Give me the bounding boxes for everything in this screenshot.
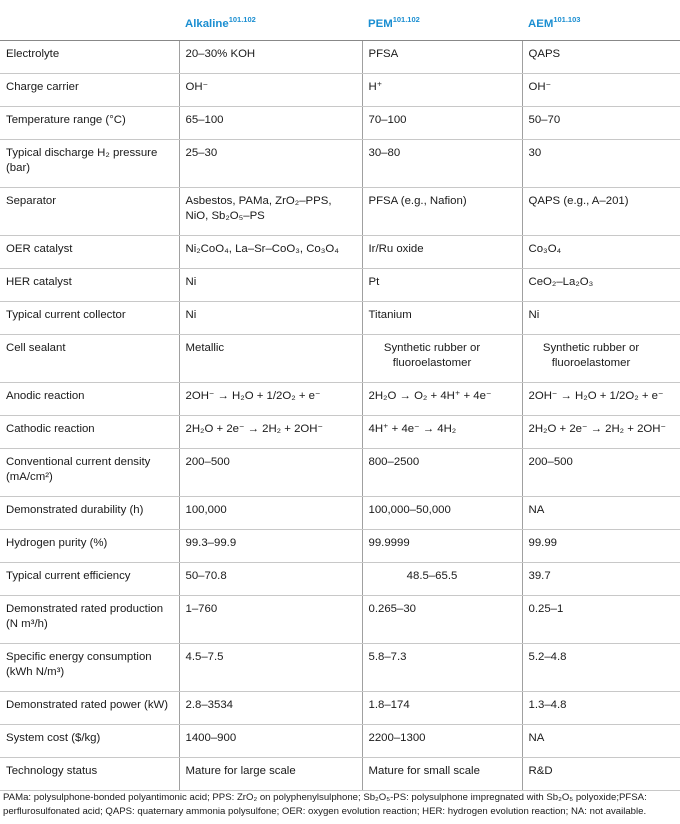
cell-value: 50–70.8	[185, 570, 227, 582]
aem-cell	[522, 596, 680, 644]
row-label-text: HER catalyst	[6, 276, 72, 288]
cell-value: 99.99	[528, 537, 558, 549]
cell-value: QAPS	[528, 48, 561, 60]
pem-cell	[362, 530, 522, 563]
pem-cell	[362, 269, 522, 302]
aem-cell	[522, 236, 680, 269]
row-label-text: Typical current collector	[6, 309, 126, 321]
cell-value: PFSA (e.g., Nafion)	[368, 195, 467, 207]
cell-value: Titanium	[368, 309, 412, 321]
cell-value: 4H⁺ + 4e⁻ → 4H₂	[368, 423, 457, 435]
aem-cell	[522, 41, 680, 74]
cell-value: 800–2500	[368, 456, 420, 468]
row-label-text: Hydrogen purity (%)	[6, 537, 108, 549]
alkaline-cell	[179, 596, 362, 644]
row-label	[0, 383, 179, 416]
alkaline-cell	[179, 74, 362, 107]
cell-value: 100,000	[185, 504, 227, 516]
cell-value: 2OH⁻ → H₂O + 1/2O₂ + e⁻	[185, 390, 321, 402]
row-label	[0, 236, 179, 269]
table-row	[0, 758, 680, 791]
aem-cell	[522, 758, 680, 791]
cell-value: 25–30	[185, 147, 218, 159]
cell-value: 5.8–7.3	[368, 651, 407, 663]
cell-value: Asbestos, PAMa, ZrO₂–PPS, NiO, Sb₂O₅–PS	[185, 195, 332, 222]
aem-cell	[522, 644, 680, 692]
cell-value: NA	[528, 732, 545, 744]
row-label-text: Temperature range (°C)	[6, 114, 126, 126]
cell-value: CeO₂–La₂O₃	[528, 276, 594, 288]
cell-value: 48.5–65.5	[406, 570, 458, 582]
table-row	[0, 140, 680, 188]
cell-value: Synthetic rubber or fluoroelastomer	[542, 342, 640, 369]
alkaline-cell	[179, 140, 362, 188]
row-label-text: Technology status	[6, 765, 98, 777]
table-row	[0, 692, 680, 725]
pem-cell	[362, 449, 522, 497]
cell-value: 5.2–4.8	[528, 651, 567, 663]
pem-cell	[362, 563, 522, 596]
aem-cell	[522, 335, 680, 383]
table-row	[0, 563, 680, 596]
cell-value: 50–70	[528, 114, 561, 126]
alkaline-cell	[179, 335, 362, 383]
cell-value: 2OH⁻ → H₂O + 1/2O₂ + e⁻	[528, 390, 664, 402]
table-row	[0, 530, 680, 563]
table-row	[0, 302, 680, 335]
row-label	[0, 644, 179, 692]
header-row	[0, 6, 680, 41]
cell-value: 1.8–174	[368, 699, 410, 711]
cell-value: 1400–900	[185, 732, 237, 744]
table-row	[0, 644, 680, 692]
alkaline-cell	[179, 758, 362, 791]
row-label-text: Typical discharge H₂ pressure (bar)	[6, 147, 158, 174]
cell-value: Ir/Ru oxide	[368, 243, 424, 255]
alkaline-cell	[179, 449, 362, 497]
row-label-text: OER catalyst	[6, 243, 73, 255]
row-label-text: Demonstrated rated production (N m³/h)	[6, 603, 164, 630]
row-label	[0, 302, 179, 335]
row-label-text: Cell sealant	[6, 342, 66, 354]
aem-cell	[522, 269, 680, 302]
pem-cell	[362, 107, 522, 140]
pem-cell	[362, 758, 522, 791]
pem-cell	[362, 236, 522, 269]
table-row	[0, 497, 680, 530]
row-label-text: Cathodic reaction	[6, 423, 95, 435]
cell-value: NA	[528, 504, 545, 516]
table-row	[0, 725, 680, 758]
aem-cell	[522, 497, 680, 530]
aem-cell	[522, 725, 680, 758]
pem-cell	[362, 188, 522, 236]
alkaline-cell	[179, 269, 362, 302]
aem-cell	[522, 383, 680, 416]
row-label-text: Conventional current density (mA/cm²)	[6, 456, 151, 483]
aem-cell	[522, 140, 680, 188]
cell-value: Pt	[368, 276, 380, 288]
alkaline-cell	[179, 383, 362, 416]
cell-value: OH⁻	[528, 81, 551, 93]
aem-cell	[522, 74, 680, 107]
pem-cell	[362, 74, 522, 107]
aem-cell	[522, 530, 680, 563]
table-row	[0, 596, 680, 644]
aem-cell	[522, 302, 680, 335]
cell-value: OH⁻	[185, 81, 208, 93]
row-label	[0, 107, 179, 140]
pem-cell	[362, 596, 522, 644]
row-label	[0, 596, 179, 644]
cell-value: 1–760	[185, 603, 218, 615]
cell-value: 4.5–7.5	[185, 651, 224, 663]
cell-value: 2.8–3534	[185, 699, 234, 711]
cell-value: 99.3–99.9	[185, 537, 237, 549]
row-label	[0, 140, 179, 188]
table-row	[0, 449, 680, 497]
cell-value: Mature for large scale	[185, 765, 296, 777]
alkaline-cell	[179, 41, 362, 74]
alkaline-cell	[179, 725, 362, 758]
row-label	[0, 692, 179, 725]
row-label-text: Demonstrated durability (h)	[6, 504, 144, 516]
cell-value: 1.3–4.8	[528, 699, 567, 711]
pem-cell	[362, 416, 522, 449]
header-alkaline: Alkaline$^{101.102}$	[179, 6, 362, 41]
pem-cell	[362, 692, 522, 725]
cell-value: 20–30% KOH	[185, 48, 256, 60]
pem-cell	[362, 140, 522, 188]
table-row	[0, 41, 680, 74]
header-aem: $AEM^{101.103}$	[522, 6, 680, 41]
row-label	[0, 188, 179, 236]
aem-cell	[522, 449, 680, 497]
pem-cell	[362, 383, 522, 416]
row-label	[0, 497, 179, 530]
table-body	[0, 41, 680, 791]
row-label	[0, 725, 179, 758]
cell-value: PFSA	[368, 48, 399, 60]
row-label-text: Separator	[6, 195, 57, 207]
aem-cell	[522, 563, 680, 596]
cell-value: 70–100	[368, 114, 407, 126]
table-row	[0, 74, 680, 107]
cell-value: 2H₂O + 2e⁻ → 2H₂ + 2OH⁻	[185, 423, 323, 435]
alkaline-cell	[179, 530, 362, 563]
cell-value: H⁺	[368, 81, 383, 93]
cell-value: 200–500	[185, 456, 230, 468]
row-label-text: Specific energy consumption (kWh N/m³)	[6, 651, 152, 678]
pem-cell	[362, 335, 522, 383]
cell-value: 30	[528, 147, 542, 159]
row-label-text: System cost ($/kg)	[6, 732, 101, 744]
aem-cell	[522, 416, 680, 449]
cell-value: Ni	[185, 276, 197, 288]
cell-value: 2H₂O → O₂ + 4H⁺ + 4e⁻	[368, 390, 492, 402]
table-row	[0, 236, 680, 269]
alkaline-cell	[179, 416, 362, 449]
row-label	[0, 41, 179, 74]
cell-value: Mature for small scale	[368, 765, 480, 777]
aem-cell	[522, 188, 680, 236]
cell-value: 0.25–1	[528, 603, 564, 615]
cell-value: 100,000–50,000	[368, 504, 451, 516]
table-row	[0, 335, 680, 383]
cell-value: 99.9999	[368, 537, 410, 549]
cell-value: Synthetic rubber or fluoroelastomer	[383, 342, 481, 369]
cell-value: Ni	[528, 309, 540, 321]
cell-value: 39.7	[528, 570, 551, 582]
row-label	[0, 530, 179, 563]
pem-cell	[362, 725, 522, 758]
header-pem: $PEM^{101.102}$	[362, 6, 522, 41]
comparison-table	[0, 6, 680, 791]
row-label-text: Charge carrier	[6, 81, 79, 93]
alkaline-cell	[179, 497, 362, 530]
pem-cell	[362, 644, 522, 692]
aem-cell	[522, 692, 680, 725]
alkaline-cell	[179, 188, 362, 236]
row-label-text: Electrolyte	[6, 48, 60, 60]
cell-value: 2200–1300	[368, 732, 426, 744]
cell-value: 200–500	[528, 456, 573, 468]
row-label	[0, 758, 179, 791]
alkaline-cell	[179, 692, 362, 725]
row-label	[0, 74, 179, 107]
row-label	[0, 449, 179, 497]
row-label-text: Anodic reaction	[6, 390, 85, 402]
table-row	[0, 416, 680, 449]
pem-cell	[362, 41, 522, 74]
alkaline-cell	[179, 563, 362, 596]
table-row	[0, 269, 680, 302]
row-label	[0, 269, 179, 302]
row-label-text: Typical current efficiency	[6, 570, 131, 582]
row-label	[0, 563, 179, 596]
cell-value: Co₃O₄	[528, 243, 562, 255]
pem-cell	[362, 497, 522, 530]
cell-value: 30–80	[368, 147, 401, 159]
header-empty	[0, 6, 179, 41]
cell-value: R&D	[528, 765, 553, 777]
cell-value: QAPS (e.g., A–201)	[528, 195, 629, 207]
cell-value: Ni	[185, 309, 197, 321]
row-label	[0, 416, 179, 449]
row-label-text: Demonstrated rated power (kW)	[6, 699, 169, 711]
table-row	[0, 107, 680, 140]
cell-value: 2H₂O + 2e⁻ → 2H₂ + 2OH⁻	[528, 423, 666, 435]
table-row	[0, 188, 680, 236]
row-label	[0, 335, 179, 383]
alkaline-cell	[179, 644, 362, 692]
cell-value: 0.265–30	[368, 603, 417, 615]
alkaline-cell	[179, 302, 362, 335]
alkaline-cell	[179, 107, 362, 140]
alkaline-cell	[179, 236, 362, 269]
table-row	[0, 383, 680, 416]
cell-value: 65–100	[185, 114, 224, 126]
aem-cell	[522, 107, 680, 140]
cell-value: Metallic	[185, 342, 225, 354]
cell-value: Ni₂CoO₄, La–Sr–CoO₃, Co₃O₄	[185, 243, 339, 255]
pem-cell	[362, 302, 522, 335]
footnote: PAMa: polysulphone-bonded polyantimonic acid; PPS: ZrO₂ on polyphenylsulphone; Sb₂O₅-PS: polysulphone impregnated with Sb₂O₅ polyoxide;PFSA: perflurosulfonated acid; QAPS: quaternary ammonia polysulfone; OER: oxygen evolution reaction; HER: hydrogen evolution reaction; NA: not available.	[3, 792, 647, 817]
